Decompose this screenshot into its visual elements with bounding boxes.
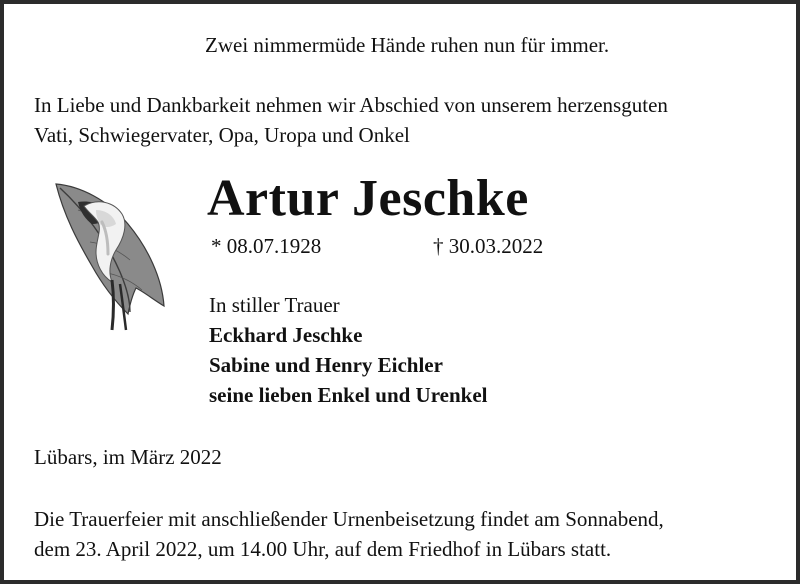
- intro-text: [34, 90, 668, 150]
- calla-lily-icon: [50, 180, 170, 335]
- mourning-heading: In stiller Trauer: [209, 293, 340, 317]
- mourners-block: [209, 290, 488, 410]
- mourner-name: Sabine und Henry Eichler: [209, 353, 443, 377]
- funeral-info: [34, 504, 664, 564]
- death-date: † 30.03.2022: [433, 234, 544, 258]
- funeral-line-2: dem 23. April 2022, um 14.00 Uhr, auf dem Friedhof in Lübars statt.: [34, 537, 612, 561]
- deceased-name: Artur Jeschke: [207, 170, 529, 227]
- birth-date: * 08.07.1928: [211, 234, 322, 258]
- intro-line-2: Vati, Schwiegervater, Opa, Uropa und Onkel: [34, 123, 410, 147]
- place-and-date: Lübars, im März 2022: [34, 445, 222, 469]
- mourner-name: Eckhard Jeschke: [209, 323, 363, 347]
- intro-line-1: In Liebe und Dankbarkeit nehmen wir Abschied von unserem herzensguten: [34, 93, 668, 117]
- funeral-line-1: Die Trauerfeier mit anschließender Urnenbeisetzung findet am Sonnabend,: [34, 507, 664, 531]
- mourner-name: seine lieben Enkel und Urenkel: [209, 383, 488, 407]
- motto: Zwei nimmermüde Hände ruhen nun für immer.: [205, 33, 610, 57]
